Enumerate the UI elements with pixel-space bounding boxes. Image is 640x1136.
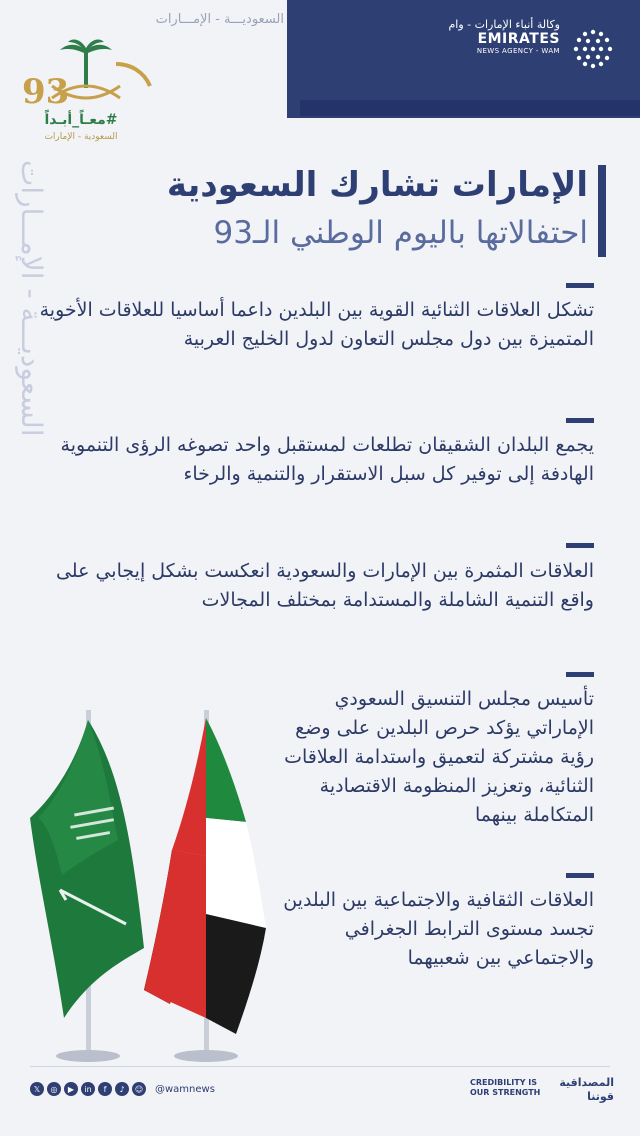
- uae-flag: [144, 718, 266, 1034]
- agency-name-en: EMIRATES: [477, 31, 560, 47]
- paragraph-2: يجمع البلدان الشقيقان تطلعات لمستقبل واحد تصوغه الرؤى التنموية الهادفة إلى توفير كل سبل الاستقرار والتنمية والرخاء: [60, 434, 594, 485]
- paragraph-5: العلاقات الثقافية والاجتماعية بين البلدين تجسد مستوى الترابط الجغرافي والاجتماعي بين شعبيهما: [283, 889, 594, 969]
- paragraph-4: تأسيس مجلس التنسيق السعودي الإماراتي يؤكد حرص البلدين على وضع رؤية مشتركة لتعميق واستدامة العلاقات الثنائية، وتعزيز المنظومة الاقتصادية المتكاملة بينهما: [284, 688, 594, 826]
- main-subtitle: احتفالاتها باليوم الوطني الـ93: [213, 215, 588, 251]
- main-title: الإمارات تشارك السعودية: [166, 165, 588, 205]
- tiktok-icon[interactable]: ♪: [115, 1082, 129, 1096]
- snapchat-icon[interactable]: ☺: [132, 1082, 146, 1096]
- linkedin-icon[interactable]: in: [81, 1082, 95, 1096]
- paragraph-dash: [566, 873, 594, 878]
- top-tag: السعوديـــة - الإمـــارات: [155, 12, 284, 27]
- national-day-hashtag: #معـاً_أبـداً: [44, 112, 118, 128]
- side-watermark: السعوديـــة - الإمـــارات: [15, 160, 48, 437]
- paragraph-dash: [566, 543, 594, 548]
- national-day-number: 93: [22, 72, 70, 112]
- credibility-en-line2: OUR STRENGTH: [470, 1088, 541, 1097]
- national-day-logo: [16, 36, 156, 160]
- header-accent: [300, 100, 640, 116]
- credibility-ar-line2: قوتنا: [587, 1090, 614, 1103]
- instagram-icon[interactable]: ◎: [47, 1082, 61, 1096]
- flags-illustration: [20, 700, 280, 1070]
- x-icon[interactable]: 𝕏: [30, 1082, 44, 1096]
- national-day-subtitle: السعودية - الإمارات: [44, 132, 118, 142]
- social-links: [30, 1082, 215, 1096]
- paragraph-dash: [566, 672, 594, 677]
- saudi-flag: [30, 720, 144, 1018]
- paragraph-dash: [566, 418, 594, 423]
- paragraph-1: تشكل العلاقات الثنائية القوية بين البلدين داعما أساسيا للعلاقات الأخوية المتميزة بين دول مجلس التعاون لدول الخليج العربية: [39, 299, 594, 350]
- agency-name-ar: وكالة أنباء الإمارات - وام: [448, 18, 560, 31]
- saudi-pole-base: [56, 1050, 120, 1062]
- credibility-ar: [534, 1076, 614, 1104]
- globe-logo-icon: [568, 24, 618, 74]
- agency-subtitle: NEWS AGENCY - WAM: [476, 47, 560, 55]
- credibility-en-line1: CREDIBILITY IS: [470, 1078, 538, 1087]
- paragraph-3: العلاقات المثمرة بين الإمارات والسعودية انعكست بشكل إيجابي على واقع التنمية الشاملة والمستدامة بمختلف المجالات: [55, 560, 594, 611]
- social-handle[interactable]: @wamnews: [155, 1083, 215, 1095]
- credibility-ar-line1: المصداقية: [559, 1076, 614, 1089]
- facebook-icon[interactable]: f: [98, 1082, 112, 1096]
- agency-brand: [410, 18, 560, 55]
- youtube-icon[interactable]: ▶: [64, 1082, 78, 1096]
- footer-divider: [30, 1066, 610, 1067]
- paragraph-dash: [566, 283, 594, 288]
- uae-pole-base: [174, 1050, 238, 1062]
- title-accent-bar: [598, 165, 606, 257]
